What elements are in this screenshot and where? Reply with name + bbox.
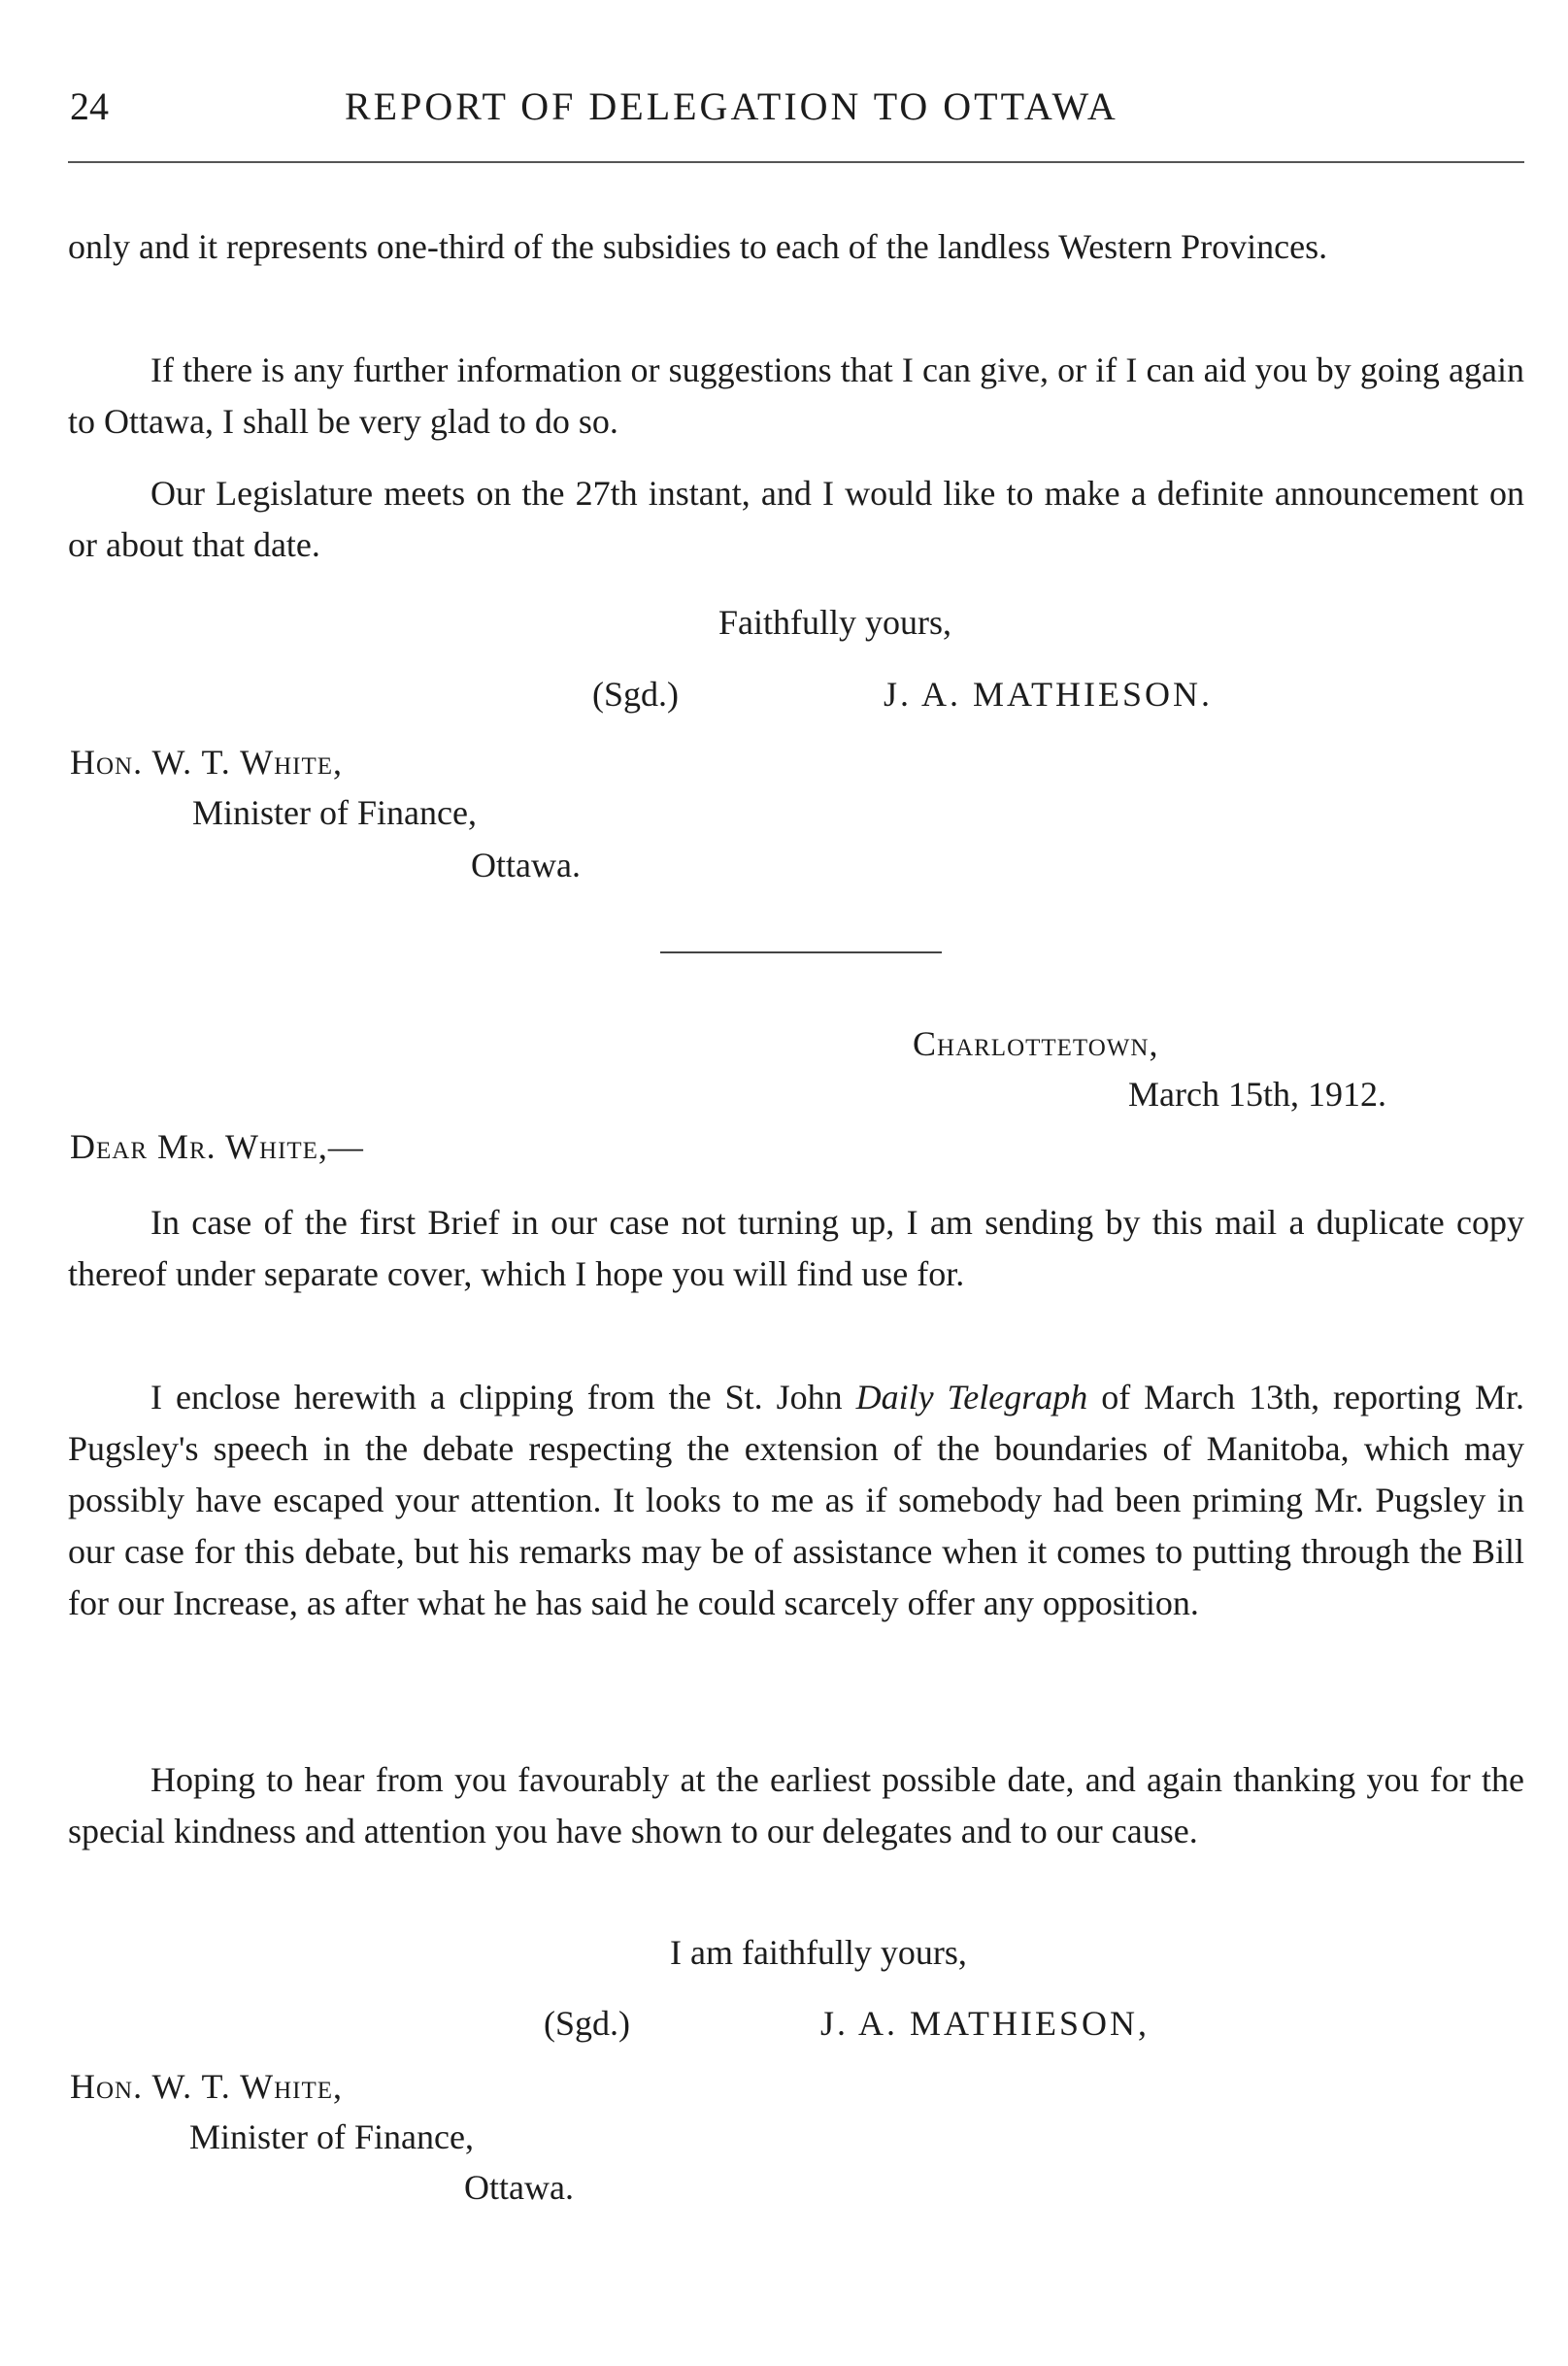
letter1-paragraph-legislature: Our Legislature meets on the 27th instant, and I would like to make a definite announcement on or about that date.	[68, 474, 1524, 564]
letter2-place: Charlottetown,	[913, 1024, 1159, 1063]
newspaper-title: Daily Telegraph	[855, 1378, 1088, 1416]
letter1-addressee-title: Minister of Finance,	[192, 793, 477, 832]
letter2-signed-mark: (Sgd.)	[544, 2004, 630, 2043]
running-title: REPORT OF DELEGATION TO OTTAWA	[345, 84, 1118, 128]
letter1-paragraph-continued: only and it represents one-third of the subsidies to each of the landless Western Provinces.	[68, 227, 1328, 266]
letter1-addressee-name: Hon. W. T. White,	[70, 743, 344, 782]
page-number: 24	[70, 84, 109, 128]
letter2-paragraph-hoping: Hoping to hear from you favourably at the earliest possible date, and again thanking you for the special kindness and attention you have shown to our delegates and to our cause.	[68, 1760, 1524, 1850]
clipping-text-after: of March 13th, reporting Mr. Pugsley's speech in the debate respecting the extension of the boundaries of Manitoba, which may possibly have escaped your attention. It looks to me as if somebody had been priming Mr. Pugsley in our case for this debate, but his remarks may be of assistance when it comes to putting through the Bill for our Increase, as after what he has said he could scarcely offer any opposition.	[68, 1378, 1524, 1622]
letter2-paragraph-clipping	[68, 1372, 1524, 1629]
letter1-addressee-city: Ottawa.	[471, 846, 581, 884]
clipping-text-before: I enclose herewith a clipping from the St. John	[150, 1378, 856, 1416]
letter2-signer: J. A. MATHIESON,	[820, 2004, 1151, 2043]
letter2-addressee-name: Hon. W. T. White,	[70, 2067, 344, 2106]
letter2-paragraph-brief: In case of the first Brief in our case not turning up, I am sending by this mail a duplicate copy thereof under separate cover, which I hope you will find use for.	[68, 1203, 1524, 1293]
letter2-addressee-title: Minister of Finance,	[189, 2117, 474, 2156]
letter1-signed-mark: (Sgd.)	[592, 675, 679, 714]
letter1-paragraph-info: If there is any further information or suggestions that I can give, or if I can aid you by going again to Ottawa, I shall be very glad to do so.	[68, 350, 1524, 441]
letter2-closing: I am faithfully yours,	[670, 1933, 967, 1972]
letter1-signer: J. A. MATHIESON.	[884, 675, 1214, 714]
section-divider	[660, 951, 942, 953]
letter2-date: March 15th, 1912.	[1128, 1075, 1386, 1114]
letter2-salutation: Dear Mr. White,—	[70, 1127, 364, 1166]
letter1-closing: Faithfully yours,	[718, 603, 951, 642]
letter2-addressee-city: Ottawa.	[464, 2168, 574, 2207]
header-rule	[68, 161, 1524, 163]
